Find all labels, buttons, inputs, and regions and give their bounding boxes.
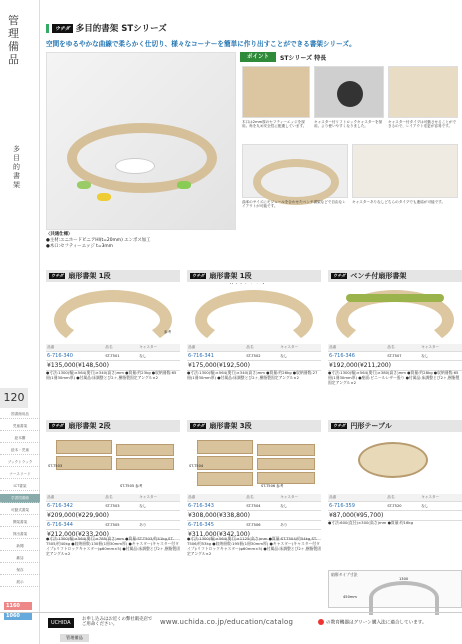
product-code: 6-716-342 xyxy=(46,502,104,511)
product-price: ¥209,000(¥229,900) xyxy=(46,511,180,521)
product-title: 扇形書架 2段 xyxy=(68,422,111,430)
col-header: 品番 xyxy=(46,494,104,502)
product-name: ST-T507 xyxy=(386,352,420,361)
col-header: 品名 xyxy=(245,344,279,352)
caster-photo xyxy=(314,66,384,118)
sidebar-nav-item[interactable]: ICT書架 xyxy=(0,482,40,491)
product-row[interactable] xyxy=(187,521,321,530)
col-header: キャスター xyxy=(279,344,321,352)
specs-line: ●木口:セフティーエッジ t=3mm xyxy=(46,244,113,249)
col-header: 品番 xyxy=(187,494,245,502)
brand-logo: ウチダ xyxy=(333,423,346,428)
product-title-bar xyxy=(46,270,180,282)
product-image xyxy=(187,434,321,492)
product-name: ST-T520 xyxy=(386,502,420,511)
product-title: 扇形書架 1段 xyxy=(68,272,111,280)
col-header: キャスター xyxy=(420,344,462,352)
product-code: 6-716-346 xyxy=(328,352,386,361)
page-header xyxy=(46,22,167,34)
product-title-bar xyxy=(328,420,462,432)
product-table xyxy=(46,344,180,371)
dimension-diagram xyxy=(328,570,462,608)
sidebar-nav-item[interactable]: ブックトラック xyxy=(0,458,40,467)
main-content xyxy=(40,0,462,644)
product-row[interactable] xyxy=(187,352,321,361)
sidebar-nav-item[interactable]: 開架書架 xyxy=(0,518,40,527)
product-code: 6-716-359 xyxy=(328,502,386,511)
point-caption: キャスター付リフトロックキャスターを採用。より使いやすくなりました。 xyxy=(314,120,383,129)
product-desc: ●寸法:1300(幅)×564(奥行)×380(高さ)mm ●質量:約28kg ●収納冊数:65冊(1冊30mm厚) ●座面:ビニールレザー張り ●付属品:床調整とび2ヶ,樹脂製固定アングル×2 xyxy=(328,370,460,385)
catalog-link[interactable]: www.uchida.co.jp/education/catalog xyxy=(160,618,294,626)
sidebar-nav-item[interactable]: 雑誌 xyxy=(0,554,40,563)
stool-shape xyxy=(97,193,111,201)
product-price: ¥308,000(¥338,800) xyxy=(187,511,321,521)
col-header: 品名 xyxy=(386,494,420,502)
product-price: ¥175,000(¥192,500) xyxy=(187,361,321,371)
layout-photo xyxy=(242,144,348,198)
caster-wheel-icon xyxy=(337,81,363,107)
round-table-shape xyxy=(115,158,155,174)
product-desc: ●寸法:1300(幅)×564(奥行)×340(高さ)mm ●質量:約23kg ●収納冊数:65冊(1冊30mm厚) ●付属品:床調整とび2ヶ,樹脂製固定アングル×2 xyxy=(46,370,177,380)
point-tag: ポイント xyxy=(240,52,276,62)
col-header: 品番 xyxy=(46,344,104,352)
shelf-unit-shape xyxy=(116,444,174,456)
col-header: キャスター xyxy=(138,494,180,502)
brand-logo: ウチダ xyxy=(192,423,205,428)
product-code: 6-716-344 xyxy=(46,521,104,530)
round-table-shape xyxy=(358,442,428,478)
product-image xyxy=(328,284,462,342)
product-caster: なし xyxy=(420,352,462,361)
brand-logo: ウチダ xyxy=(52,24,73,33)
product-desc: ●寸法:600(直径)×300(高さ)mm ●質量:約16kg xyxy=(328,520,414,525)
sidebar-nav-item[interactable]: 絵本・児童 xyxy=(0,446,40,455)
shelf-unit-shape xyxy=(257,444,315,456)
image-label: ST-T503 xyxy=(48,464,63,468)
product-title-bar xyxy=(187,270,321,282)
product-price: ¥135,000(¥148,500) xyxy=(46,361,180,371)
page-number: 120 xyxy=(0,388,28,408)
product-price: ¥192,000(¥211,200) xyxy=(328,361,462,371)
green-mark-icon xyxy=(318,619,324,625)
product-price: ¥311,000(¥342,100) xyxy=(187,530,321,540)
product-row[interactable] xyxy=(46,352,180,361)
product-title: 円形テーブル xyxy=(350,422,392,430)
point-caption: 木口は2mm厚のセフティーエッジを採用。角を丸め安全性に配慮しています。 xyxy=(242,120,307,129)
sidebar-nav-item[interactable]: 絵本棚 xyxy=(0,434,40,443)
product-table xyxy=(328,344,462,371)
sidebar-nav-item[interactable]: 保存 xyxy=(0,566,40,575)
point-caption: キャスター付タイプは可動させることができるので、レイアウト変更が容易です。 xyxy=(388,120,457,129)
product-caster: なし xyxy=(138,502,180,511)
col-header: 品名 xyxy=(386,344,420,352)
product-row[interactable] xyxy=(187,502,321,511)
sidebar-nav-item[interactable]: 新聞 xyxy=(0,542,40,551)
sidebar-nav-item[interactable]: 学習図書館 xyxy=(0,494,40,503)
footer-category: 管理備品 xyxy=(60,634,89,642)
product-desc: ●寸法:1300(幅)×564(奥行)×340(高さ)mm ●質量:約26kg ●収納冊数:27冊(1冊30mm厚) ●付属品:床調整とび2ヶ,樹脂製固定アングル×2 xyxy=(187,370,318,380)
product-table xyxy=(187,494,321,540)
shelf-unit-shape xyxy=(197,456,253,470)
green-note-text: の教育機器はグリーン購入法に適合しています。 xyxy=(326,620,427,626)
image-label: ST-T506 参考 xyxy=(261,484,284,488)
lead-text: 空間をゆるやかな曲線で柔らかく仕切り、様々なコーナーを簡単に作り出すことができる書架シリーズ。 xyxy=(46,40,356,48)
diagram-dimension: 450mm xyxy=(343,595,357,599)
sidebar-nav-item[interactable]: 貸出書架 xyxy=(0,530,40,539)
shelf-unit-shape xyxy=(56,440,112,454)
footer-message: お申し込みはお近くの弊社販売店でご用命ください。 xyxy=(82,617,153,628)
diagram-title: 扇形タイプ寸法 xyxy=(331,572,358,577)
image-label: ST-T505 参考 xyxy=(120,484,143,488)
product-image xyxy=(46,284,180,342)
product-row[interactable] xyxy=(46,502,180,511)
product-desc: ●寸法:1300(幅)×564(奥行)×1125(高さ)mm ●質量:ST-T504/約54kg,ST-T506/約53kg ●収納冊数:195冊(1冊30mm厚) ●キャスター(キャスター付タイプ):リフトロックキャスター(φ60mm×5) ●付属品:床調整とび2ヶ,樹脂製固定アングル×2 xyxy=(187,536,322,556)
stool-shape xyxy=(77,181,91,189)
sidebar xyxy=(0,0,40,644)
fan-outline-shape xyxy=(369,581,439,615)
product-caster: なし xyxy=(138,352,180,361)
specs-heading: 〈共通仕様〉 xyxy=(46,232,73,237)
col-header: 品名 xyxy=(104,494,138,502)
fan-shelf-shape xyxy=(54,290,172,350)
product-price: ¥87,000(¥95,700) xyxy=(328,511,462,521)
product-title-bar xyxy=(46,420,180,432)
page-title: 多目的書架 STシリーズ xyxy=(75,24,167,34)
product-caster: なし xyxy=(279,502,321,511)
col-header: 品番 xyxy=(187,344,245,352)
brand-logo: ウチダ xyxy=(51,423,64,428)
brand-logo: ウチダ xyxy=(192,273,205,278)
product-code: 6-716-340 xyxy=(46,352,104,361)
sidebar-nav-item[interactable]: 児童書架 xyxy=(0,422,40,431)
image-label: ST-T504 xyxy=(189,464,204,468)
brand-logo: ウチダ xyxy=(51,273,64,278)
shelf-unit-shape xyxy=(197,472,253,486)
product-image xyxy=(328,434,462,492)
product-title-bar xyxy=(328,270,462,282)
bench-seat-shape xyxy=(346,294,444,302)
point-caption: キャスターありなしどちらのタイプでも連結が可能です。 xyxy=(352,200,446,204)
diagram-dimension: 1300 xyxy=(399,577,409,581)
point-section xyxy=(240,52,460,230)
footer xyxy=(0,612,462,632)
product-caster: なし xyxy=(420,502,462,511)
product-name: ST-T504 xyxy=(245,502,279,511)
product-name: ST-T502 xyxy=(245,352,279,361)
product-title: 扇形書架 1段 xyxy=(209,272,252,280)
shelf-unit-shape xyxy=(257,472,315,484)
specs-line: ●主材:ユニホードビニアHI(t=20mm) エンボス加工 xyxy=(46,238,151,243)
product-title: 扇形書架 3段 xyxy=(209,422,252,430)
mobile-shelf-photo xyxy=(388,66,458,118)
sidebar-nav-item[interactable]: ナースリード xyxy=(0,470,40,479)
hero-photo xyxy=(46,52,236,230)
product-title-bar xyxy=(187,420,321,432)
product-table xyxy=(187,344,321,371)
product-row[interactable] xyxy=(46,521,180,530)
price-box-1160[interactable]: 1160 xyxy=(4,602,32,610)
product-name: ST-T505 xyxy=(104,521,138,530)
product-code: 6-716-345 xyxy=(187,521,245,530)
point-caption: 曲率のサイズにモジュールを合わせたベンチ書架などで自由なレイアウトが可能です。 xyxy=(242,200,346,209)
col-header: キャスター xyxy=(279,494,321,502)
product-table xyxy=(46,494,180,540)
connect-photo xyxy=(352,144,458,198)
product-code: 6-716-343 xyxy=(187,502,245,511)
product-caster: なし xyxy=(279,352,321,361)
product-price: ¥212,000(¥233,200) xyxy=(46,530,180,540)
subcategory-title: 多目的書架 xyxy=(13,145,20,189)
header-accent-bar xyxy=(46,24,49,33)
fan-shelf-shape xyxy=(195,290,313,350)
shelf-unit-shape xyxy=(56,456,112,470)
category-title: 管理備品 xyxy=(8,14,19,66)
shelf-unit-shape xyxy=(116,458,174,470)
price-box-1060[interactable]: 1060 xyxy=(4,612,32,620)
edge-photo xyxy=(242,66,310,118)
green-note xyxy=(318,619,427,626)
bench-shelf-shape xyxy=(253,159,339,205)
brand-logo: ウチダ xyxy=(333,273,346,278)
sidebar-nav-item[interactable]: 展示 xyxy=(0,578,40,587)
image-label: 参考 xyxy=(164,330,172,334)
stool-shape xyxy=(177,181,191,189)
product-image xyxy=(46,434,180,492)
product-caster: あり xyxy=(138,521,180,530)
product-desc: ●寸法:1300(幅)×564(奥行)×785(高さ)mm ●質量:ST-T503/約41kg,ST-T505/約40kg ●収納冊数:130冊(1冊30mm厚) ●キャスター(キャスター付タイプ):リフトロックキャスター(φ60mm×5) ●付属品:床調整とび2ヶ,樹脂製固定アングル×2 xyxy=(46,536,181,556)
col-header: 品名 xyxy=(104,344,138,352)
footer-logo: UCHIDA xyxy=(48,618,74,628)
product-row[interactable] xyxy=(328,352,462,361)
product-table xyxy=(328,494,462,521)
sidebar-nav-item[interactable]: 図書館用品 xyxy=(0,410,40,419)
col-header: 品番 xyxy=(328,344,386,352)
shelf-unit-shape xyxy=(257,458,315,470)
col-header: キャスター xyxy=(420,494,462,502)
product-image xyxy=(187,284,321,342)
product-caster: あり xyxy=(279,521,321,530)
product-row[interactable] xyxy=(328,502,462,511)
point-title: STシリーズ 特長 xyxy=(280,55,327,62)
product-code: 6-716-341 xyxy=(187,352,245,361)
product-name: ST-T501 xyxy=(104,352,138,361)
product-title: ベンチ付扇形書架 xyxy=(350,272,407,280)
product-name: ST-T506 xyxy=(245,521,279,530)
col-header: 品名 xyxy=(245,494,279,502)
col-header: 品番 xyxy=(328,494,386,502)
shelf-unit-shape xyxy=(197,440,253,454)
product-name: ST-T503 xyxy=(104,502,138,511)
col-header: キャスター xyxy=(138,344,180,352)
sidebar-nav-item[interactable]: 可動式書架 xyxy=(0,506,40,515)
common-specs xyxy=(46,232,151,250)
